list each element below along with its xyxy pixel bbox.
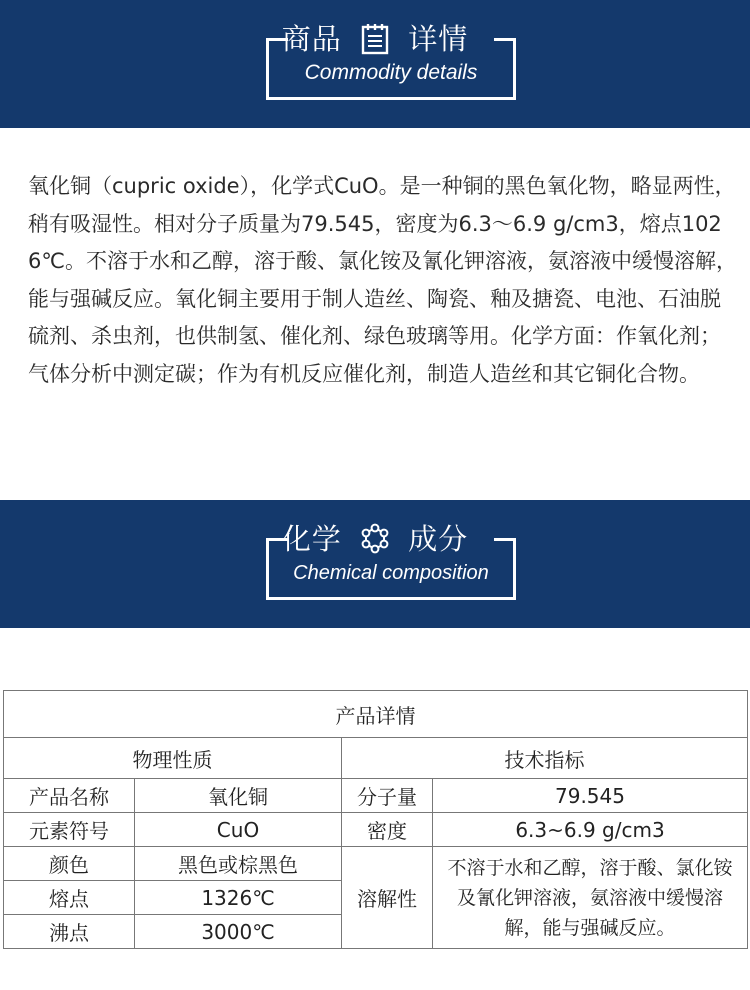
product-description: 氧化铜（cupric oxide），化学式CuO。是一种铜的黑色氧化物，略显两性，稍有吸湿性。相对分子质量为79.545，密度为6.3～6.9 g/cm3，熔点1026℃。不溶于水和乙醇，溶于酸、氯化铵及氰化钾溶液，氨溶液中缓慢溶解，能与强碱反应。氧化铜主要用于制人造丝、陶瓷、釉及搪瓷、电池、石油脱硫剂、杀虫剂，也供制氢、催化剂、绿色玻璃等用。化学方面：作氧化剂；气体分析中测定碳；作为有机反应催化剂，制造人造丝和其它铜化合物。 (28, 174, 737, 386)
banner-subtitle: Commodity details (304, 61, 478, 84)
row-value: 黑色或棕黑色 (135, 847, 342, 881)
chemical-composition-banner (0, 500, 750, 628)
row-label: 沸点 (4, 915, 135, 949)
table-row (4, 813, 748, 847)
tech-label: 分子量 (342, 779, 433, 813)
banner-subtitle: Chemical composition (293, 562, 489, 584)
row-label: 产品名称 (4, 779, 135, 813)
commodity-details-banner (0, 0, 750, 128)
col-physical-header: 物理性质 (4, 738, 342, 779)
table-row (4, 847, 748, 881)
product-detail-table (3, 690, 748, 949)
table-title: 产品详情 (4, 691, 748, 738)
banner-title-left: 商品 (281, 22, 342, 56)
banner-title-right: 详情 (408, 22, 469, 56)
row-value: 3000℃ (135, 915, 342, 949)
row-label: 元素符号 (4, 813, 135, 847)
banner-title-left: 化学 (281, 522, 342, 556)
solubility-value: 不溶于水和乙醇，溶于酸、氯化铵及氰化钾溶液，氨溶液中缓慢溶解，能与强碱反应。 (433, 847, 748, 949)
solubility-label: 溶解性 (342, 847, 433, 949)
banner-title (0, 517, 750, 559)
notepad-icon (358, 23, 392, 55)
tech-value: 79.545 (433, 779, 748, 813)
row-value: CuO (135, 813, 342, 847)
row-value: 氧化铜 (135, 779, 342, 813)
row-value: 1326℃ (135, 881, 342, 915)
tech-label: 密度 (342, 813, 433, 847)
molecule-icon (358, 523, 392, 555)
tech-value: 6.3~6.9 g/cm3 (433, 813, 748, 847)
row-label: 熔点 (4, 881, 135, 915)
banner-title (0, 17, 750, 59)
table-row (4, 779, 748, 813)
banner-title-right: 成分 (408, 522, 469, 556)
col-technical-header: 技术指标 (342, 738, 748, 779)
row-label: 颜色 (4, 847, 135, 881)
